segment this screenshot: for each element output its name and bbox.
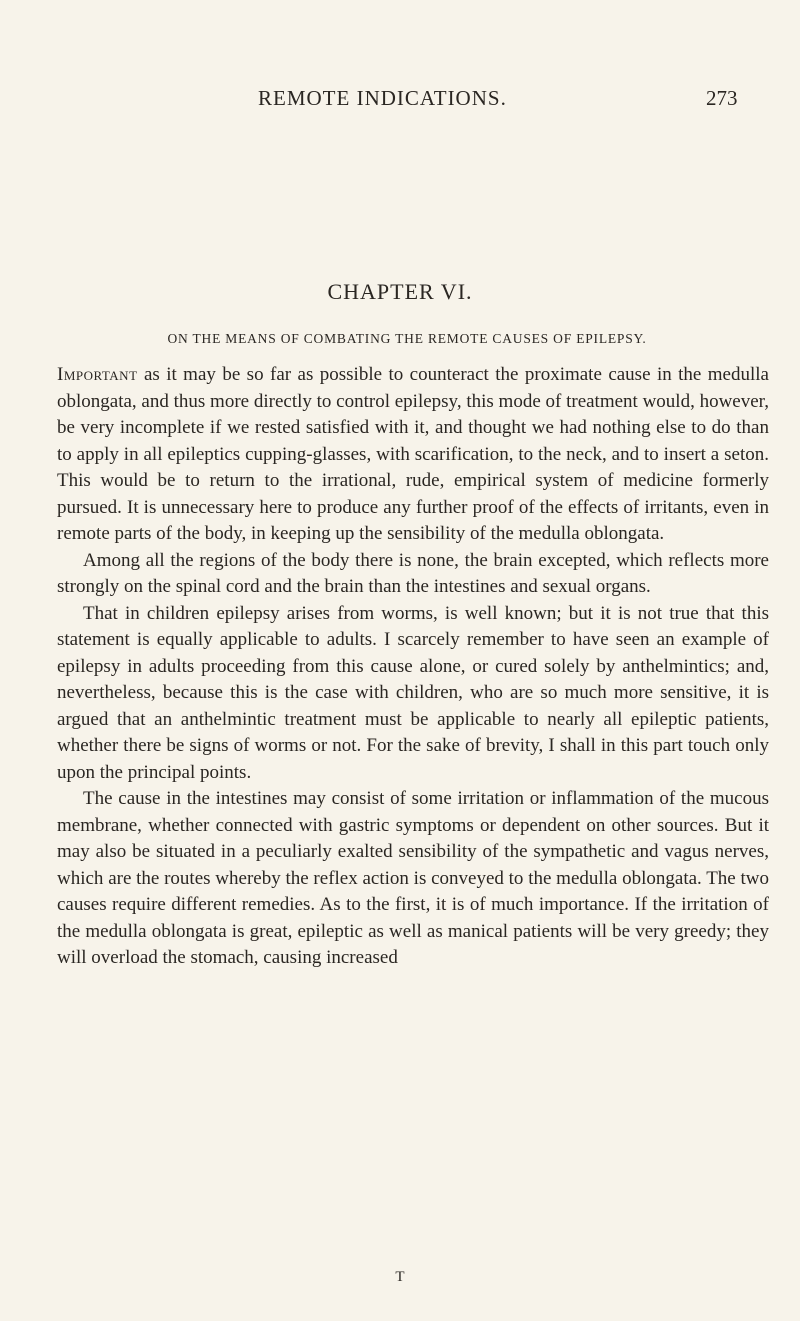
body-text [57, 362, 769, 972]
paragraph-2: Among all the regions of the body there is none, the brain excepted, which reflects more strongly on the spinal cord and the brain than the intestines and sexual organs. [57, 549, 769, 597]
chapter-title: CHAPTER VI. [327, 279, 473, 304]
signature-mark: T [395, 1269, 405, 1285]
paragraph-1-text: as it may be so far as possible to counteract the proximate cause in the medulla oblongata, and thus more directly to control epilepsy, this mode of treatment would, however, be very incomplete if we rested satisfied with it, and thought we had nothing else to do than to apply in all epileptics cupping-glasses, with scarification, to the neck, and to insert a seton. This would be to return to the irrational, rude, empirical system of medicine formerly pursued. It is unnecessary here to produce any further proof of the effects of irritants, even in remote parts of the body, in keeping up the sensibility of the medulla oblongata. [57, 364, 769, 544]
chapter-subtitle: ON THE MEANS OF COMBATING THE REMOTE CAUSES OF EPILEPSY. [167, 331, 647, 346]
paragraph-1 [57, 362, 769, 548]
page-number: 273 [706, 86, 738, 110]
paragraph-3: That in children epilepsy arises from worms, is well known; but it is not true that this statement is equally applicable to adults. I scarcely remember to have seen an example of epilepsy in adults proceeding from this cause alone, or cured solely by anthelmintics; and, nevertheless, because this is the case with children, who are so much more sensitive, it is argued that an anthelmintic treatment must be applicable to nearly all epileptic patients, whether there be signs of worms or not. For the sake of brevity, I shall in this part touch only upon the principal points. [57, 602, 769, 783]
paragraph-lead-word: Important [57, 364, 138, 385]
running-head: REMOTE INDICATIONS. [258, 86, 507, 110]
paragraph-4: The cause in the intestines may consist of some irritation or inflammation of the mucous membrane, whether connected with gastric symptoms or dependent on other sources. But it may also be situated in a peculiarly exalted sensibility of the sympathetic and vagus nerves, which are the routes whereby the reflex action is conveyed to the medulla oblongata. The two causes require different remedies. As to the first, it is of much importance. If the irritation of the medulla oblongata is great, epileptic as well as manical patients will be very greedy; they will overload the stomach, causing increased [57, 788, 769, 968]
